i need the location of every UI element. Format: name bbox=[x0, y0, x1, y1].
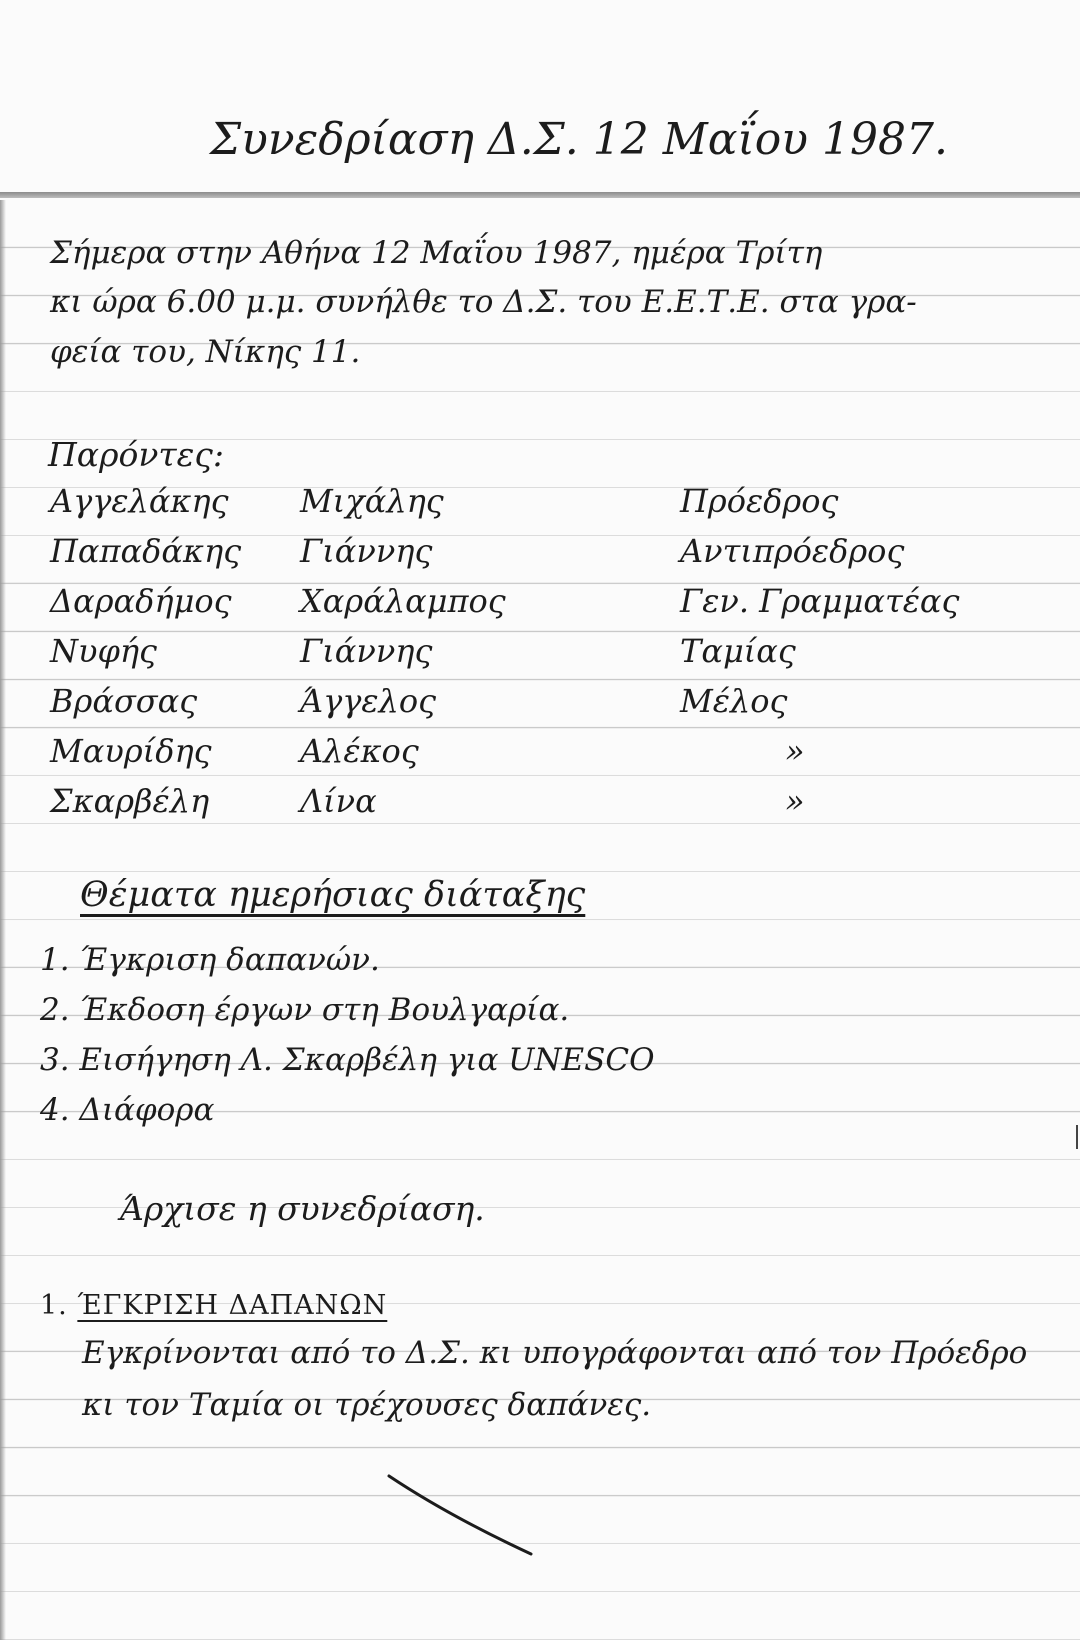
agenda-item: 1. Έγκριση δαπανών. bbox=[40, 942, 380, 978]
attendee-role: Γεν. Γραμματέας bbox=[680, 582, 960, 620]
attendee-first-name: Μιχάλης bbox=[300, 482, 444, 520]
attendee-first-name: Γιάννης bbox=[300, 632, 433, 670]
attendee-surname: Παπαδάκης bbox=[50, 532, 242, 570]
attendee-row bbox=[0, 482, 1080, 535]
opening-line: Άρχισε η συνεδρίαση. bbox=[120, 1189, 485, 1228]
attendee-first-name: Λίνα bbox=[300, 782, 377, 820]
attendee-role: Αντιπρόεδρος bbox=[680, 532, 905, 570]
attendee-row bbox=[0, 582, 1080, 635]
attendee-role: Πρόεδρος bbox=[680, 482, 839, 520]
section-body-line: Εγκρίνονται από το Δ.Σ. κι υπογράφονται από τον Πρόεδρο bbox=[82, 1335, 1028, 1371]
attendee-role: » bbox=[785, 732, 805, 770]
section-title: ΈΓΚΡΙΣΗ ΔΑΠΑΝΩΝ bbox=[77, 1290, 388, 1321]
attendee-row bbox=[0, 532, 1080, 585]
page-header-area bbox=[0, 0, 1080, 200]
agenda-item: 3. Εισήγηση Λ. Σκαρβέλη για UNESCO bbox=[40, 1042, 655, 1078]
intro-line: κι ώρα 6.00 μ.μ. συνήλθε το Δ.Σ. του Ε.Ε.Τ.Ε. στα γρα- bbox=[50, 284, 917, 320]
attendee-role: » bbox=[785, 782, 805, 820]
attendee-first-name: Χαράλαμπος bbox=[300, 582, 506, 620]
margin-mark bbox=[1076, 1125, 1078, 1149]
closing-pen-stroke bbox=[385, 1470, 535, 1560]
attendee-row bbox=[0, 732, 1080, 785]
attendee-surname: Αγγελάκης bbox=[50, 482, 229, 520]
attendee-surname: Σκαρβέλη bbox=[50, 782, 210, 820]
intro-line: Σήμερα στην Αθήνα 12 Μαΐου 1987, ημέρα Τρίτη bbox=[50, 235, 823, 271]
attendee-surname: Δαραδήμος bbox=[50, 582, 232, 620]
attendee-row bbox=[0, 782, 1080, 835]
intro-line: φεία του, Νίκης 11. bbox=[50, 334, 361, 370]
attendee-surname: Μαυρίδης bbox=[50, 732, 212, 770]
attendee-first-name: Άγγελος bbox=[300, 682, 436, 720]
attendee-role: Ταμίας bbox=[680, 632, 796, 670]
attendee-surname: Νυφής bbox=[50, 632, 157, 670]
attendee-row bbox=[0, 682, 1080, 735]
attendees-heading: Παρόντες: bbox=[48, 435, 224, 474]
header-rule bbox=[0, 192, 1080, 198]
agenda-heading: Θέματα ημερήσιας διάταξης bbox=[80, 875, 586, 915]
agenda-item: 2. Έκδοση έργων στη Βουλγαρία. bbox=[40, 992, 570, 1028]
attendee-first-name: Γιάννης bbox=[300, 532, 433, 570]
section-body-line: κι τον Ταμία οι τρέχουσες δαπάνες. bbox=[82, 1387, 652, 1423]
attendee-row bbox=[0, 632, 1080, 685]
attendee-role: Μέλος bbox=[680, 682, 788, 720]
section-number: 1. bbox=[40, 1290, 68, 1321]
page-title: Συνεδρίαση Δ.Σ. 12 Μαΐου 1987. bbox=[210, 114, 948, 165]
section-heading bbox=[40, 1292, 387, 1319]
attendee-surname: Βράσσας bbox=[50, 682, 198, 720]
agenda-item: 4. Διάφορα bbox=[40, 1092, 215, 1128]
attendee-first-name: Αλέκος bbox=[300, 732, 419, 770]
